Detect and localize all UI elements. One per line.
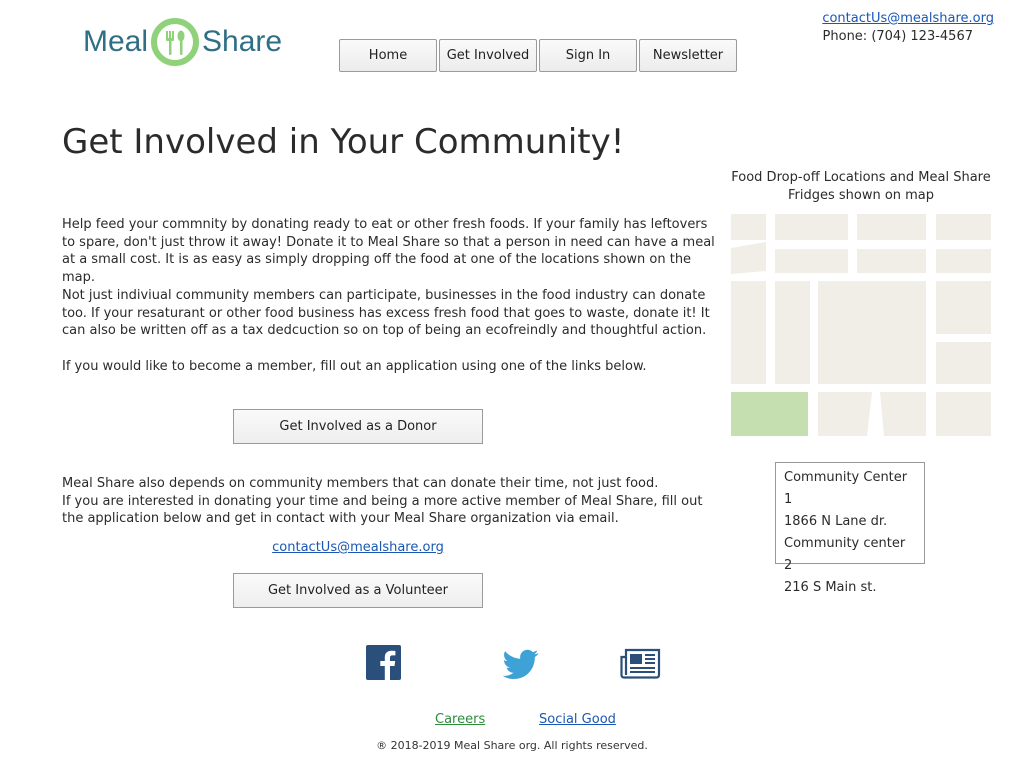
- nav-home-button[interactable]: Home: [339, 39, 437, 72]
- volunteer-line-1: Meal Share also depends on community members that can donate their time, not just food.: [62, 476, 659, 491]
- careers-link[interactable]: Careers: [435, 712, 486, 727]
- map-park: [731, 392, 808, 436]
- email-link[interactable]: contactUs@mealshare.org: [272, 540, 444, 555]
- header-email-link[interactable]: contactUs@mealshare.org: [822, 11, 994, 26]
- location-1-name: Community Center 1: [784, 470, 908, 507]
- location-1-address: 1866 N Lane dr.: [784, 514, 888, 529]
- map-caption: Food Drop-off Locations and Meal Share Fridges shown on map: [731, 170, 991, 203]
- header-phone: Phone: (704) 123-4567: [822, 29, 973, 44]
- main-nav: [339, 39, 739, 72]
- volunteer-paragraph: [62, 475, 722, 528]
- newspaper-icon[interactable]: [620, 648, 661, 679]
- locations-map[interactable]: [731, 214, 991, 436]
- intro-paragraph: Help feed your commnity by donating ready to eat or other fresh foods. If your family has leftovers to spare, don't just throw it away! Donate it to Meal Share so that a person in need can have a meal at a small cost. It is as easy as simply dropping off the food at one of the locations shown on the map.: [62, 217, 715, 285]
- volunteer-button[interactable]: Get Involved as a Volunteer: [233, 573, 483, 608]
- logo-word-meal: Meal: [83, 25, 149, 58]
- donor-button[interactable]: Get Involved as a Donor: [233, 409, 483, 444]
- page-title: Get Involved in Your Community!: [62, 122, 625, 162]
- meal-share-logo[interactable]: [83, 14, 282, 70]
- nav-sign-in-button[interactable]: Sign In: [539, 39, 637, 72]
- locations-box: [775, 462, 925, 595]
- email-link-wrapper: [233, 540, 483, 555]
- twitter-icon[interactable]: [503, 645, 539, 681]
- copyright-text: ® 2018-2019 Meal Share org. All rights reserved.: [376, 739, 648, 752]
- header-contact: [822, 10, 994, 46]
- membership-paragraph: If you would like to become a member, fill out an application using one of the links below.: [62, 359, 647, 374]
- location-2-address: 216 S Main st.: [784, 580, 877, 595]
- nav-get-involved-button[interactable]: Get Involved: [439, 39, 537, 72]
- business-paragraph: Not just indiviual community members can participate, businesses in the food industry can donate too. If your resaturant or other food business has excess fresh food that goes to waste, donate it! It can also be written off as a tax dedcuction so on top of being an ecofreindly and thoughtful action.: [62, 288, 710, 338]
- logo-word-share: Share: [202, 25, 283, 58]
- volunteer-line-2: If you are interested in donating your time and being a more active member of Meal Share, fill out the application below and get in contact with your Meal Share organization via email.: [62, 493, 703, 526]
- nav-newsletter-button[interactable]: Newsletter: [639, 39, 737, 72]
- location-2-name: Community center 2: [784, 536, 906, 573]
- fork-spoon-icon: [150, 17, 200, 67]
- facebook-icon[interactable]: [366, 645, 401, 680]
- social-good-link[interactable]: Social Good: [539, 712, 616, 727]
